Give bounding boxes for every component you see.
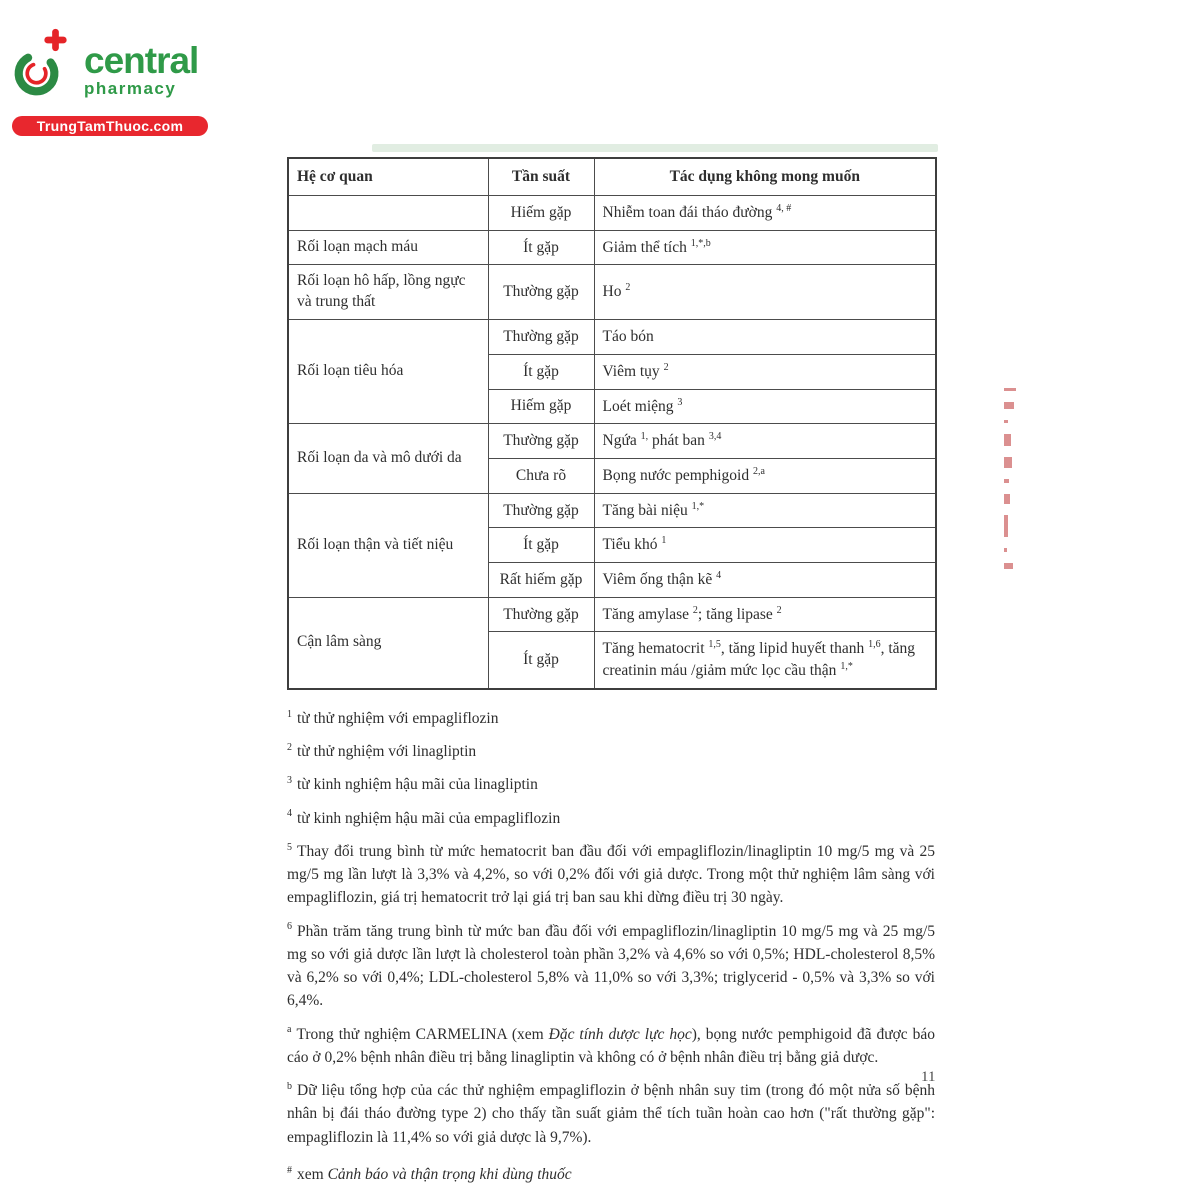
logo-banner: TrungTamThuoc.com: [12, 116, 208, 136]
frequency-cell: Thường gặp: [488, 424, 594, 459]
adverse-effects-table: [287, 157, 937, 690]
footnote-marker: 3: [287, 775, 292, 787]
frequency-cell: Rất hiếm gặp: [488, 563, 594, 598]
frequency-cell: Ít gặp: [488, 632, 594, 689]
frequency-cell: Thường gặp: [488, 265, 594, 320]
table-header-row: [288, 158, 936, 196]
table-row: [288, 265, 936, 320]
organ-system-cell: Rối loạn mạch máu: [288, 230, 488, 265]
table-row: [288, 493, 936, 528]
footnote-marker: 6: [287, 921, 292, 933]
brand-name: central: [84, 40, 199, 81]
adverse-effect-cell: Tăng bài niệu $^{1,*}$: [594, 493, 936, 528]
footnote: [287, 840, 935, 910]
frequency-cell: Thường gặp: [488, 597, 594, 632]
logo-text: [84, 40, 199, 99]
adverse-effect-cell: Giảm thể tích $^{1,*,b}$: [594, 230, 936, 265]
footnote-marker: 1: [287, 708, 292, 720]
frequency-cell: Thường gặp: [488, 493, 594, 528]
footnote-text: từ thử nghiệm với linagliptin: [297, 743, 477, 761]
adverse-effect-cell: Tăng hematocrit $^{1,5}$, tăng lipid huyết thanh $^{1,6}$, tăng creatinin máu /giảm mức lọc cầu thận $^{1,*}$: [594, 632, 936, 689]
footnotes-section: [287, 707, 935, 1186]
frequency-cell: Ít gặp: [488, 528, 594, 563]
footnote: [287, 1079, 935, 1149]
footnote: [287, 920, 935, 1013]
pharmacy-logo: [12, 26, 212, 136]
frequency-cell: Chưa rõ: [488, 458, 594, 493]
organ-system-cell: Rối loạn da và mô dưới da: [288, 424, 488, 493]
adverse-effect-cell: Tiểu khó $^1$: [594, 528, 936, 563]
document-content: [287, 157, 935, 1196]
footnote-marker: b: [287, 1080, 292, 1092]
organ-system-cell: [288, 196, 488, 231]
organ-system-cell: Rối loạn hô hấp, lồng ngực và trung thất: [288, 265, 488, 320]
table-row: [288, 230, 936, 265]
central-pharmacy-logo-icon: [12, 26, 70, 106]
table-row: [288, 196, 936, 231]
frequency-cell: Hiếm gặp: [488, 196, 594, 231]
footnote-marker: a: [287, 1024, 292, 1036]
organ-system-cell: Rối loạn thận và tiết niệu: [288, 493, 488, 597]
frequency-cell: Thường gặp: [488, 320, 594, 355]
adverse-effect-cell: Tăng amylase $^2$; tăng lipase $^2$: [594, 597, 936, 632]
adverse-effect-cell: Táo bón: [594, 320, 936, 355]
footnote: [287, 707, 935, 730]
footnote-text: từ kinh nghiệm hậu mãi của empagliflozin: [297, 809, 561, 827]
organ-system-cell: Cận lâm sàng: [288, 597, 488, 689]
page-number: 11: [921, 1069, 936, 1085]
footnote-text: Phần trăm tăng trung bình từ mức ban đầu đối với empagliflozin/linagliptin 10 mg/5 mg và 25 mg/5 mg so với giả dược lần lượt là cholesterol toàn phần 3,2% và 4,6% so với 0,5%; HDL-cholesterol 8,5% và 6,2% so với 0,4%; LDL-cholesterol 5,8% và 11,0% so với 3,3%; triglycerid - 0,5% và 3,3% so với 6,4%.: [287, 922, 935, 1010]
footnote: [287, 773, 935, 796]
brand-subtitle: pharmacy: [84, 79, 177, 98]
footnote-marker: #: [287, 1164, 292, 1176]
scan-green-band-artifact: [372, 144, 938, 152]
table-row: [288, 597, 936, 632]
adverse-effect-cell: Ngứa $^{1,}$ phát ban $^{3,4}$: [594, 424, 936, 459]
adverse-effect-cell: Nhiễm toan đái tháo đường $^{4, \#}$: [594, 196, 936, 231]
footnote-text: xem Cảnh báo và thận trọng khi dùng thuốc: [297, 1165, 572, 1183]
adverse-effect-cell: Bọng nước pemphigoid $^{2,a}$: [594, 458, 936, 493]
footnote-text: Thay đổi trung bình từ mức hematocrit ban đầu đối với empagliflozin/linagliptin 10 mg/5 mg và 25 mg/5 mg lần lượt là 3,3% và 4,2%, so với 0,2% đối với giả dược. Trong một thử nghiệm lâm sàng với empagliflozin, giá trị hematocrit trở lại giá trị ban sau khi dừng điều trị 30 ngày.: [287, 842, 935, 907]
header-frequency: Tần suất: [488, 158, 594, 196]
footnote: [287, 1023, 935, 1070]
footnote: [287, 807, 935, 830]
header-organ-system: Hệ cơ quan: [288, 158, 488, 196]
adverse-effect-cell: Viêm tụy $^2$: [594, 354, 936, 389]
footnote: [287, 1163, 935, 1186]
footnote-text: từ kinh nghiệm hậu mãi của linagliptin: [297, 776, 538, 794]
adverse-effect-cell: Loét miệng $^3$: [594, 389, 936, 424]
table-row: [288, 424, 936, 459]
header-adverse-effect: Tác dụng không mong muốn: [594, 158, 936, 196]
red-margin-artifact: [1004, 388, 1024, 569]
frequency-cell: Ít gặp: [488, 354, 594, 389]
adverse-effect-cell: Viêm ống thận kẽ $^4$: [594, 563, 936, 598]
adverse-effect-cell: Ho $^2$: [594, 265, 936, 320]
organ-system-cell: Rối loạn tiêu hóa: [288, 320, 488, 424]
footnote-marker: 2: [287, 741, 292, 753]
footnote-text: Trong thử nghiệm CARMELINA (xem Đặc tính dược lực học), bọng nước pemphigoid đã được báo cáo ở 0,2% bệnh nhân điều trị bằng linagliptin và không có ở bệnh nhân điều trị bằng giả dược.: [287, 1025, 935, 1066]
frequency-cell: Hiếm gặp: [488, 389, 594, 424]
footnote-text: từ thử nghiệm với empagliflozin: [297, 709, 499, 727]
footnote: [287, 740, 935, 763]
footnote-text: Dữ liệu tổng hợp của các thử nghiệm empagliflozin ở bệnh nhân suy tim (trong đó một nửa số bệnh nhân bị đái tháo đường type 2) cho thấy tần suất giảm thể tích tuần hoàn cao hơn ("rất thường gặp": empagliflozin là 11,4% so với giả dược là 9,7%).: [287, 1082, 935, 1146]
footnote-marker: 4: [287, 808, 292, 820]
frequency-cell: Ít gặp: [488, 230, 594, 265]
footnote-marker: 5: [287, 841, 292, 853]
logo-top: [12, 26, 212, 106]
table-row: [288, 320, 936, 355]
